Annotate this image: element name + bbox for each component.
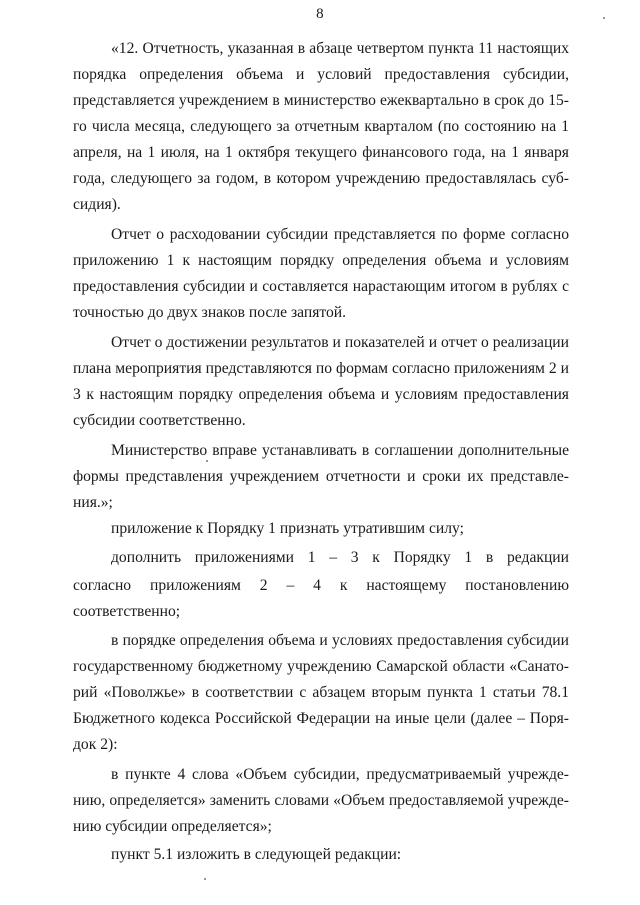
text-line: в порядке определения объема и условиях предоставления субсидии xyxy=(111,632,569,649)
text-line: в пункте 4 слова «Объем субсидии, предусматриваемый учрежде- xyxy=(111,766,569,783)
text-line: сидия). xyxy=(73,196,121,213)
text-line: приложению 1 к настоящим порядку определения объема и условиям xyxy=(73,252,569,269)
text-line: Бюджетного кодекса Российской Федерации на иные цели (далее – Поря- xyxy=(73,710,569,727)
text-line: Отчет о расходовании субсидии представляется по форме согласно xyxy=(111,226,569,243)
text-line: предоставления субсидии и составляется нарастающим итогом в рублях с xyxy=(73,278,569,295)
text-line: «12. Отчетность, указанная в абзаце четвертом пункта 11 настоящих xyxy=(111,40,569,57)
text-line: нию, определяется» заменить словами «Объем предоставляемой учрежде- xyxy=(73,792,569,809)
text-line: государственному бюджетному учреждению Самарской области «Санато- xyxy=(73,658,569,675)
text-line: Министерство вправе устанавливать в соглашении дополнительные xyxy=(111,442,569,459)
text-line: док 2): xyxy=(73,736,118,753)
text-line: соответственно; xyxy=(73,603,181,620)
page-number: 8 xyxy=(316,6,324,22)
text-line: порядка определения объема и условий предоставления субсидии, xyxy=(73,66,569,83)
text-line: дополнить приложениями 1 – 3 к Порядку 1 в редакции xyxy=(111,549,569,566)
text-line: субсидии соответственно. xyxy=(73,412,246,429)
text-line: нию субсидии определяется»; xyxy=(73,818,272,835)
text-line: формы представления учреждением отчетности и сроки их представле- xyxy=(73,468,569,485)
text-line: представляется учреждением в министерство ежеквартально в срок до 15- xyxy=(73,92,569,109)
text-line: приложение к Порядку 1 признать утратившим силу; xyxy=(111,520,464,537)
text-line: апреля, на 1 июля, на 1 октября текущего финансового года, на 1 января xyxy=(73,144,569,161)
text-line: Отчет о достижении результатов и показателей и отчет о реализации xyxy=(111,334,569,351)
scan-speck xyxy=(204,878,206,880)
text-line: согласно приложениям 2 – 4 к настоящему постановлению xyxy=(73,577,569,594)
text-line: 3 к настоящим порядку определения объема и условиям предоставления xyxy=(73,386,569,403)
scan-speck xyxy=(603,17,605,19)
text-line: пункт 5.1 изложить в следующей редакции: xyxy=(111,846,402,863)
scan-speck xyxy=(206,460,208,462)
text-line: рий «Поволжье» в соответствии с абзацем вторым пункта 1 статьи 78.1 xyxy=(73,684,569,701)
text-line: го числа месяца, следующего за отчетным кварталом (по состоянию на 1 xyxy=(73,118,569,135)
text-line: года, следующего за годом, в котором учреждению предоставлялась суб- xyxy=(73,170,569,187)
text-line: ния.»; xyxy=(73,494,113,511)
text-line: плана мероприятия представляются по формам согласно приложениям 2 и xyxy=(73,360,569,377)
text-line: точностью до двух знаков после запятой. xyxy=(73,304,347,321)
